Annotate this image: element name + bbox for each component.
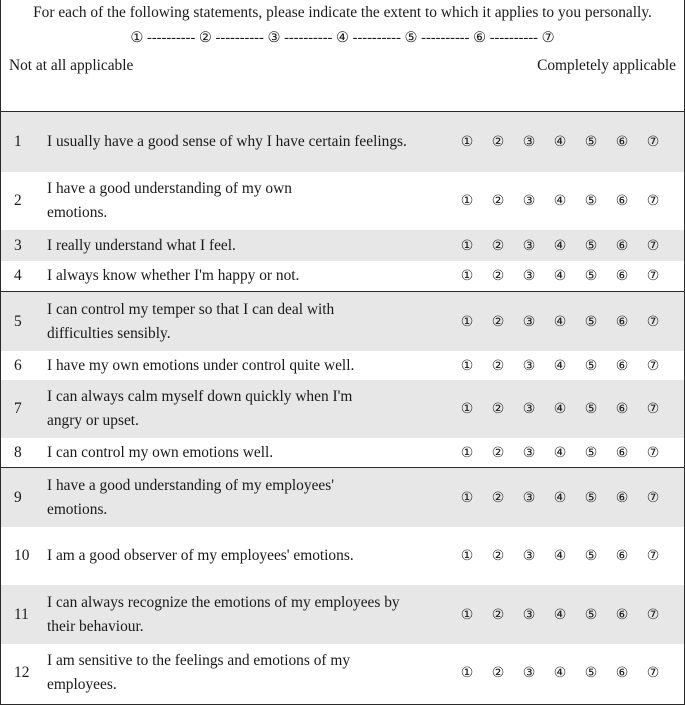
- option-4[interactable]: ④: [553, 134, 567, 150]
- option-3[interactable]: ③: [522, 548, 536, 564]
- item-row: [1, 230, 684, 261]
- option-2[interactable]: ②: [491, 401, 505, 417]
- option-5[interactable]: ⑤: [584, 313, 598, 330]
- option-5[interactable]: ⑤: [584, 444, 598, 461]
- option-4[interactable]: ④: [553, 444, 567, 461]
- item-number: 12: [14, 664, 30, 681]
- scale-line: ① ---------- ② ---------- ③ ---------- ④ ---------- ⑤ ---------- ⑥ ---------- ⑦: [130, 30, 555, 46]
- option-4[interactable]: ④: [553, 193, 567, 209]
- option-1[interactable]: ①: [460, 401, 474, 417]
- item-row: [1, 467, 684, 527]
- option-6[interactable]: ⑥: [615, 548, 629, 564]
- option-3[interactable]: ③: [522, 268, 536, 284]
- option-4[interactable]: ④: [553, 489, 567, 506]
- option-6[interactable]: ⑥: [615, 134, 629, 150]
- option-5[interactable]: ⑤: [584, 268, 598, 284]
- option-5[interactable]: ⑤: [584, 401, 598, 417]
- option-5[interactable]: ⑤: [584, 665, 598, 681]
- questionnaire-header: [1, 0, 684, 112]
- item-statement: I always know whether I'm happy or not.: [47, 267, 300, 284]
- option-2[interactable]: ②: [491, 357, 505, 374]
- option-3[interactable]: ③: [522, 401, 536, 417]
- option-6[interactable]: ⑥: [615, 606, 629, 623]
- option-5[interactable]: ⑤: [584, 489, 598, 506]
- item-statement: I have a good understanding of my own emotions.: [47, 180, 292, 221]
- option-7[interactable]: ⑦: [646, 444, 660, 461]
- option-3[interactable]: ③: [522, 444, 536, 461]
- option-4[interactable]: ④: [553, 665, 567, 681]
- item-number: 5: [14, 312, 22, 330]
- scale-anchor-low: Not at all applicable: [9, 57, 134, 74]
- option-4[interactable]: ④: [553, 313, 567, 330]
- option-2[interactable]: ②: [491, 444, 505, 461]
- item-number: 9: [14, 488, 22, 506]
- option-5[interactable]: ⑤: [584, 134, 598, 150]
- option-6[interactable]: ⑥: [615, 237, 629, 254]
- option-6[interactable]: ⑥: [615, 401, 629, 417]
- option-2[interactable]: ②: [491, 134, 505, 150]
- option-1[interactable]: ①: [460, 548, 474, 564]
- option-6[interactable]: ⑥: [615, 357, 629, 374]
- item-number: 3: [14, 236, 22, 254]
- option-4[interactable]: ④: [553, 357, 567, 374]
- item-number: 11: [14, 605, 29, 623]
- option-4[interactable]: ④: [553, 268, 567, 284]
- option-7[interactable]: ⑦: [646, 268, 660, 284]
- option-2[interactable]: ②: [491, 606, 505, 623]
- option-2[interactable]: ②: [491, 313, 505, 330]
- option-7[interactable]: ⑦: [646, 489, 660, 506]
- item-statement: I can control my own emotions well.: [47, 443, 274, 461]
- option-5[interactable]: ⑤: [584, 606, 598, 623]
- option-4[interactable]: ④: [553, 606, 567, 623]
- item-number: 8: [14, 443, 22, 461]
- item-statement: I have a good understanding of my employees' emotions.: [47, 476, 334, 518]
- item-number: 7: [14, 400, 22, 417]
- option-1[interactable]: ①: [460, 268, 474, 284]
- instruction-text: For each of the following statements, please indicate the extent to which it applies to you personally.: [33, 4, 652, 21]
- option-1[interactable]: ①: [460, 357, 474, 374]
- option-1[interactable]: ①: [460, 193, 474, 209]
- option-1[interactable]: ①: [460, 489, 474, 506]
- item-row: [1, 172, 684, 230]
- option-2[interactable]: ②: [491, 237, 505, 254]
- option-1[interactable]: ①: [460, 606, 474, 623]
- item-statement: I really understand what I feel.: [47, 236, 236, 254]
- option-7[interactable]: ⑦: [646, 237, 660, 254]
- option-2[interactable]: ②: [491, 665, 505, 681]
- item-number: 6: [14, 356, 22, 374]
- option-3[interactable]: ③: [522, 237, 536, 254]
- item-row: [1, 351, 684, 380]
- option-3[interactable]: ③: [522, 606, 536, 623]
- item-row: [1, 644, 684, 702]
- item-number: 4: [14, 267, 22, 284]
- option-6[interactable]: ⑥: [615, 489, 629, 506]
- option-5[interactable]: ⑤: [584, 357, 598, 374]
- option-1[interactable]: ①: [460, 134, 474, 150]
- option-3[interactable]: ③: [522, 193, 536, 209]
- option-6[interactable]: ⑥: [615, 444, 629, 461]
- option-2[interactable]: ②: [491, 193, 505, 209]
- item-list: [1, 112, 684, 702]
- option-1[interactable]: ①: [460, 237, 474, 254]
- item-statement: I can always calm myself down quickly when I'm angry or upset.: [47, 388, 353, 429]
- option-7[interactable]: ⑦: [646, 357, 660, 374]
- item-statement: I am sensitive to the feelings and emotions of my employees.: [47, 652, 351, 693]
- option-6[interactable]: ⑥: [615, 193, 629, 209]
- option-3[interactable]: ③: [522, 357, 536, 374]
- option-4[interactable]: ④: [553, 237, 567, 254]
- item-statement: I am a good observer of my employees' emotions.: [47, 547, 354, 564]
- option-4[interactable]: ④: [553, 401, 567, 417]
- option-6[interactable]: ⑥: [615, 665, 629, 681]
- option-7[interactable]: ⑦: [646, 193, 660, 209]
- option-7[interactable]: ⑦: [646, 606, 660, 623]
- option-7[interactable]: ⑦: [646, 548, 660, 564]
- option-2[interactable]: ②: [491, 489, 505, 506]
- option-1[interactable]: ①: [460, 665, 474, 681]
- option-7[interactable]: ⑦: [646, 665, 660, 681]
- item-row: [1, 585, 684, 644]
- item-row: [1, 112, 684, 172]
- item-number: 10: [14, 547, 30, 564]
- item-row: [1, 261, 684, 291]
- item-number: 2: [14, 192, 22, 209]
- option-3[interactable]: ③: [522, 489, 536, 506]
- item-number: 1: [14, 133, 22, 150]
- option-6[interactable]: ⑥: [615, 268, 629, 284]
- scale-anchor-high: Completely applicable: [537, 57, 676, 74]
- item-row: [1, 291, 684, 351]
- option-3[interactable]: ③: [522, 134, 536, 150]
- option-5[interactable]: ⑤: [584, 193, 598, 209]
- option-3[interactable]: ③: [522, 313, 536, 330]
- item-row: [1, 527, 684, 585]
- option-6[interactable]: ⑥: [615, 313, 629, 330]
- option-3[interactable]: ③: [522, 665, 536, 681]
- option-1[interactable]: ①: [460, 313, 474, 330]
- option-7[interactable]: ⑦: [646, 134, 660, 150]
- item-statement: I can control my temper so that I can deal with difficulties sensibly.: [47, 300, 335, 342]
- option-5[interactable]: ⑤: [584, 237, 598, 254]
- item-row: [1, 438, 684, 467]
- option-1[interactable]: ①: [460, 444, 474, 461]
- item-statement: I have my own emotions under control quite well.: [47, 356, 355, 374]
- option-2[interactable]: ②: [491, 548, 505, 564]
- item-statement: I usually have a good sense of why I have certain feelings.: [47, 133, 407, 150]
- option-5[interactable]: ⑤: [584, 548, 598, 564]
- item-statement: I can always recognize the emotions of my employees by their behaviour.: [47, 593, 400, 635]
- option-4[interactable]: ④: [553, 548, 567, 564]
- item-row: [1, 380, 684, 438]
- option-7[interactable]: ⑦: [646, 401, 660, 417]
- option-7[interactable]: ⑦: [646, 313, 660, 330]
- option-2[interactable]: ②: [491, 268, 505, 284]
